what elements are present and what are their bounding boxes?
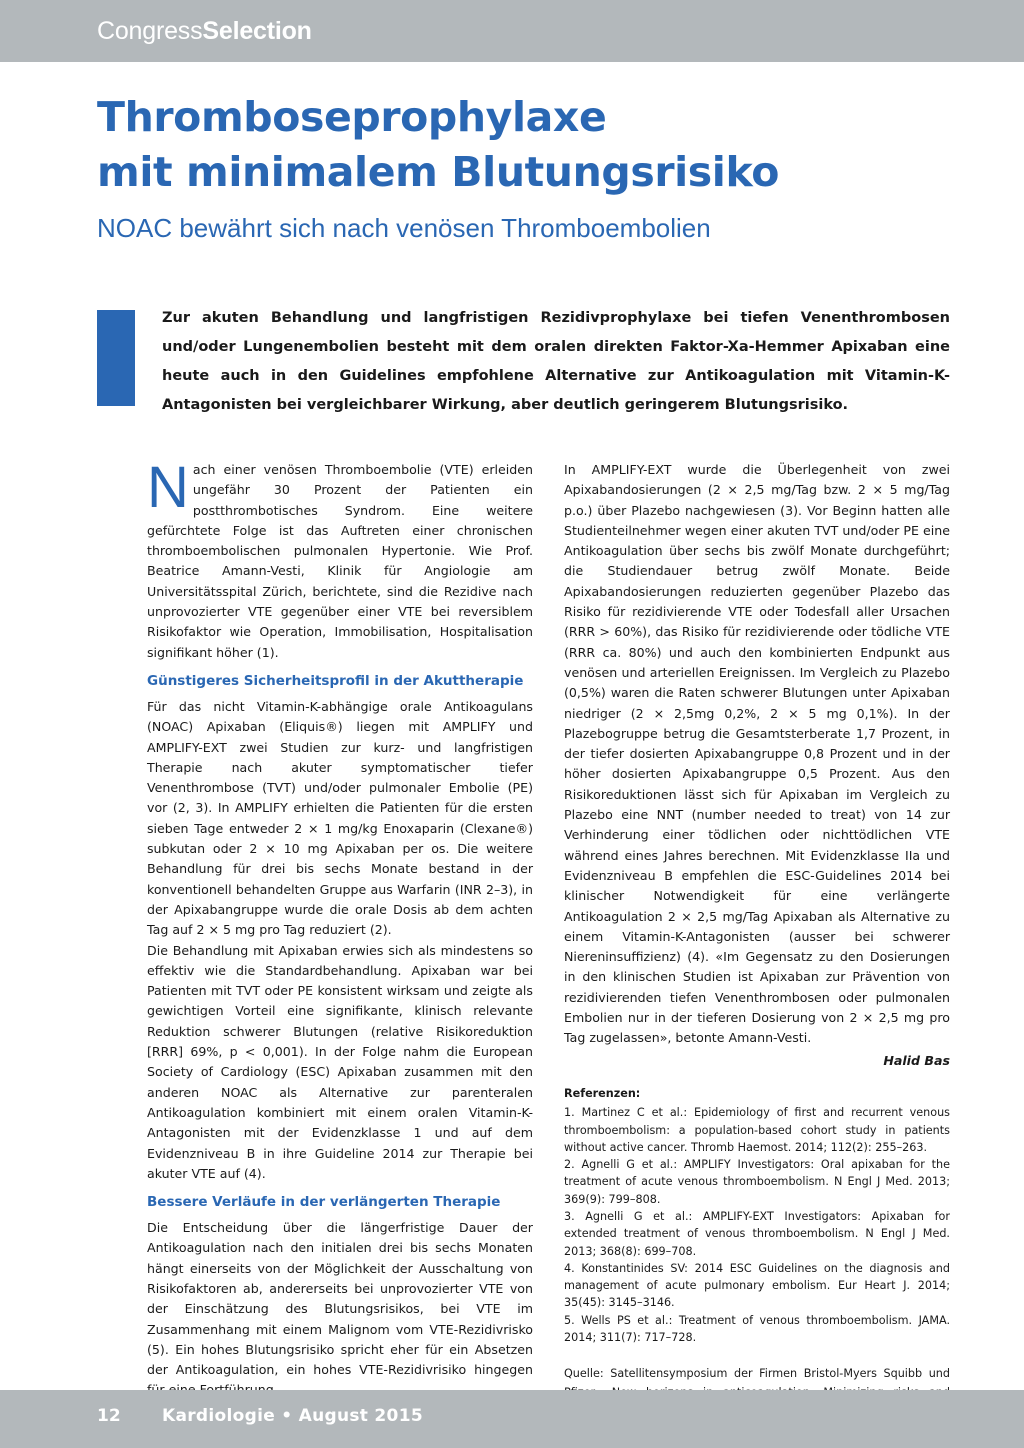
paragraph-1: ach einer venösen Thromboembolie (VTE) erleiden ungefähr 30 Prozent der Patienten ein postthrombotisches Syndrom. Eine weitere gefürchtete Folge ist das Auftreten einer chronischen thromboembolischen pulmonalen Hypertonie. Wie Prof. Beatrice Amann-Vesti, Klinik für Angiologie am Universitätsspital Zürich, berichtete, sind die Rezidive nach unprovozierter VTE gegenüber einer VTE bei reversiblem Risikofaktor wie Operation, Immobilisation, Hospitalisation signifikant höher (1). [147,462,533,660]
paragraph-4: Die Entscheidung über die längerfristige Dauer der Antikoagulation nach den initialen drei bis sechs Monaten hängt einerseits von der Möglichkeit der Ausschaltung von Risikofaktoren ab, andererseits bei unprovozierter VTE von der Einschätzung des Blutungsrisikos, bei VTE im Zusammenhang mit einem Malignom vom VTE-Rezidivrisko (5). Ein hohes Blutungsrisiko spricht eher für ein Absetzen der Antikoagulation, ein hohes VTE-Rezidivrisiko hingegen [147,1220,533,1378]
drop-cap: N [147,455,189,520]
reference-item: 4. Konstantinides SV: 2014 ESC Guidelines on the diagnosis and management of acute pulmonary embolism. Eur Heart J. 2014; 35(45): 3145–3146. [564,1261,950,1310]
references-list [564,1104,950,1346]
section-heading-1: Günstigeres Sicherheitsprofil in der Akuttherapie [147,672,524,689]
title-line-2: mit minimalem Blutungsrisiko [97,148,779,196]
brand-part1: Congress [97,17,203,45]
brand-logo [97,17,312,46]
column-left [147,455,533,1401]
reference-item: 2. Agnelli G et al.: AMPLIFY Investigators: Oral apixaban for the treatment of acute venous thromboembolism. N Engl J Med. 2013; 369(9): 799–808. [564,1158,950,1206]
lead-paragraph: Zur akuten Behandlung und langfristigen Rezidivprophylaxe bei tiefen Venenthrombosen und/oder Lungenembolien besteht mit dem oralen direkten Faktor-Xa-Hemmer Apixaban eine heute auch in den Guidelines empfohlene Alternative zur Antikoagulation mit Vitamin-K-Antagonisten bei vergleichbarer Wirkung, aber deutlich geringerem Blutungsrisiko. [162,310,950,413]
author-name: Halid Bas [883,1052,950,1068]
paragraph-3: Die Behandlung mit Apixaban erwies sich als mindestens so effektiv wie die Standardbehandlung. Apixaban war bei Patienten mit TVT oder PE konsistent wirksam und zeigte als gewichtigen Vorteil eine signifikante, klinisch relevante Reduktion schwerer Blutungen (relative Risikoreduktion [RRR] 69%, p < 0,001). In der Folge nahm die European Society of Cardiology (ESC) Apixaban zusammen mit den anderen NOAC als Alternative zur parenteralen Antikoagulation kombiniert mit einem oralen Vitamin-K-Antagonisten mit der Evidenzklasse 1 und auf dem Evidenzniveau B in ihre Guideline 2014 zur Therapie bei akuter VTE auf (4). [147,942,533,1181]
reference-item: 1. Martinez C et al.: Epidemiology of first and recurrent venous thromboembolism: a population-based cohort study in patients without active cancer. Thromb Haemost. 2014; 112(2): 255–263. [564,1106,950,1154]
brand-part2: Selection [202,17,312,45]
page-number: 12 [97,1406,121,1426]
reference-item: 3. Agnelli G et al.: AMPLIFY-EXT Investigators: Apixaban for extended treatment of venous thromboembolism. N Engl J Med. 2013; 368(8): 699–708. [564,1209,950,1258]
footer-bar [0,1390,1024,1448]
article-title [97,90,779,200]
header-bar [0,0,1024,62]
lead-accent-bar [97,310,135,406]
journal-issue: Kardiologie • August 2015 [162,1406,423,1426]
reference-item: 5. Wells PS et al.: Treatment of venous thromboembolism. JAMA. 2014; 311(7): 717–728. [564,1313,950,1345]
column-right [564,460,950,1439]
section-heading-2: Bessere Verläufe in der verlängerten Therapie [147,1194,501,1211]
article-subtitle: NOAC bewährt sich nach venösen Thromboembolien [97,213,711,243]
title-line-1: Thromboseprophylaxe [97,93,607,141]
paragraph-2: Für das nicht Vitamin-K-abhängige orale Antikoagulans (NOAC) Apixaban (Eliquis®) liegen mit AMPLIFY und AMPLIFY-EXT zwei Studien zur kurz- und langfristigen Therapie nach akuter symptomatischer tiefer Venenthrombose (TVT) und/oder pulmonaler Embolie (PE) vor (2, 3). In AMPLIFY erhielten die Patienten für die ersten sieben Tage entweder 2 × 1 mg/kg Enoxaparin (Clexane®) subkutan oder 2 × 10 mg Apixaban per os. Die weitere Behandlung für drei bis sechs Monate bestand in der konventionell behandelten Gruppe aus Warfarin (INR 2–3), in der Apixabangruppe wurde die orale Dosis ab dem achten Tag auf 2 × 5 mg pro Tag reduziert (2). [147,698,533,938]
paragraph-5-continued: In AMPLIFY-EXT wurde die Überlegenheit von zwei Apixabandosierungen (2 × 2,5 mg/Tag bzw. 2 × 5 mg/Tag p.o.) über Plazebo nachgewiesen (3). Vor Beginn hatten alle Studienteilnehmer wegen einer akuten TVT und/oder PE eine Antikoagulation über sechs bis zwölf Monate durchgeführt; die Studiendauer betrug zwölf Monate. Beide Apixabandosierungen reduzierten gegenüber Plazebo das Risiko für rezidivierende VTE oder Todesfall aller Ursachen (RRR > 60%), das Risiko für rezidivierende oder tödliche VTE (RRR ca. 80%) und auch den kombinierten Endpunkt aus venösen und arteriellen Ereignissen. Im Vergleich zu Plazebo (0,5%) waren die Raten schwerer Blutungen unter Apixaban niedriger (2 × 2,5mg 0,2%, 2 × 5 mg 0,1%). In der Plazebogruppe betrug die Gesamtsterberate 1,7 Prozent, in der tiefer dosierten Apixabangruppe 0,8 Prozent und in der höher dosierten Apixabangruppe 0,5 Prozent. Aus den Risikoreduktionen lässt sich für Apixaban im Vergleich zu Plazebo eine NNT (number needed to treat) von 14 zur Verhinderung einer tödlichen oder nichttödlichen VTE während eines Jahres berechnen. Mit Evidenzklasse IIa und Evidenzniveau B empfehlen die ESC-Guidelines 2014 bei klinischer Notwendigkeit für eine verlängerte Antikoagulation 2 × 2,5 mg/Tag Apixaban als Alternative zu einem Vitamin-K-Antagonisten (ausser bei schwerer Niereninsuffizienz) (4). «Im Gegensatz zu den Dosierungen in den klinischen Studien ist Apixaban zur Prävention von rezidivierenden tiefen Venenthrombosen oder pulmonalen Embolien nur in der tieferen Dosierung von 2 × 2,5 mg pro Tag zugelassen», betonte Amann-Vesti. [564,462,950,1046]
source-note: Quelle: Satellitensymposium der Firmen Bristol-Myers Squibb und [564,1367,950,1381]
references [564,1085,950,1439]
intro-paragraph [147,455,533,663]
references-title: Referenzen: [564,1086,641,1100]
